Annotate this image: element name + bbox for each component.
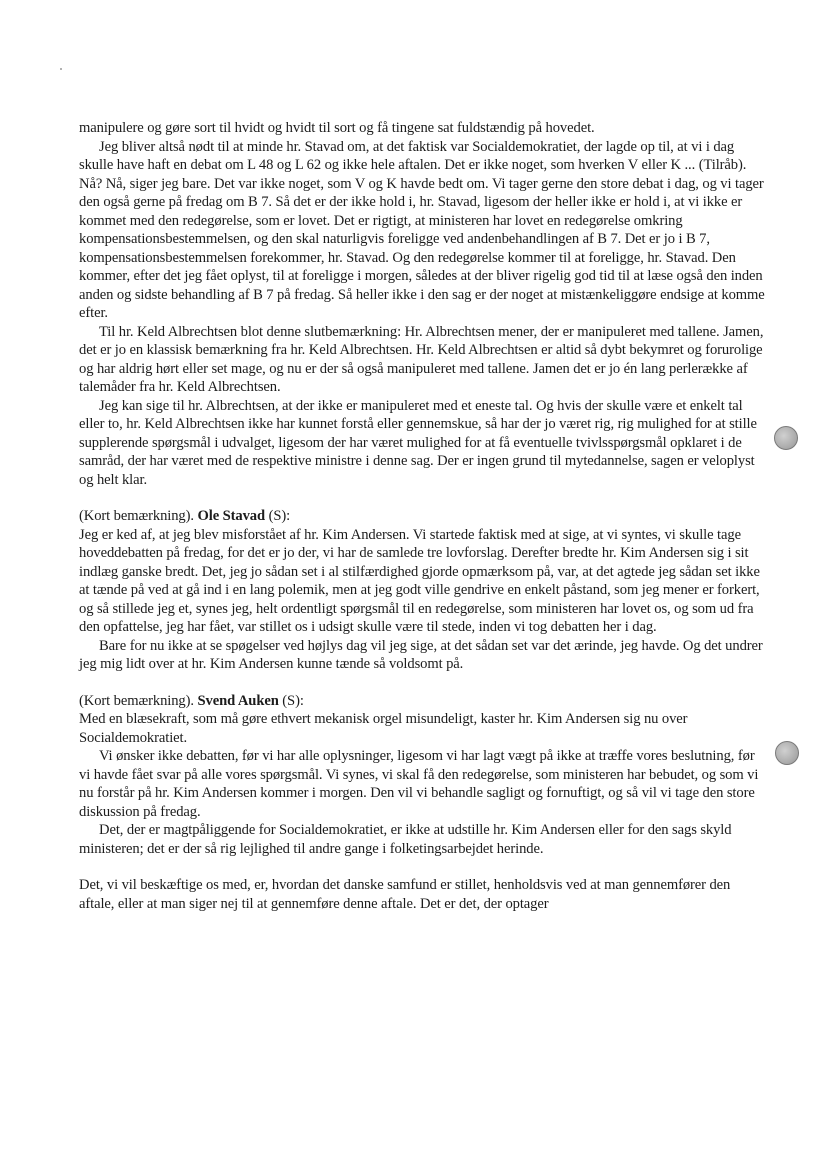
- paragraph-stavad-2: Bare for nu ikke at se spøgelser ved højlys dag vil jeg sige, at det sådan set var det ærinde, jeg havde. Og det undrer jeg mig lidt over at hr. Kim Andersen kunne tænde så voldsomt på.: [79, 637, 763, 672]
- remark-prefix: (Kort bemærkning).: [79, 508, 194, 524]
- speaker-heading-stavad: [79, 507, 765, 526]
- paragraph-stavad-reply: Jeg bliver altså nødt til at minde hr. Stavad om, at det faktisk var Socialdemokratiet, der lagde op til, at vi i dag skulle have haft en debat om L 48 og L 62 og ikke hele aftalen. Det er ikke noget, som hverken V eller K ... (Tilråb). Nå? Nå, siger jeg bare. Det var ikke noget, som V og K havde bedt om. Vi tager gerne den store debat i dag, og vi tager den også gerne på fredag om B 7. Så det er der ikke hold i, hr. Stavad, ligesom der heller ikke er hold i, at vi ikke er kommet med den redegørelse, som er lovet. Det er rigtigt, at ministeren har lovet en redegørelse omkring kompensationsbestemmelsen, og den skal naturligvis foreligge ved andenbehandlingen af B 7. Det er jo i B 7, kompensationsbestemmelsen forekommer, hr. Stavad. Og den redegørelse kommer til at foreligge, hr. Stavad. Den kommer, efter det jeg fået oplyst, til at foreligge i morgen, således at der bliver rigelig god tid til at læse også den inden anden og sidste behandling af B 7 på fredag. Så heller ikke i den sag er der noget at mistænkeliggøre endsige at komme efter.: [79, 138, 765, 321]
- punch-hole-icon: [774, 426, 798, 450]
- paragraph-auken-4: Det, vi vil beskæftige os med, er, hvordan det danske samfund er stillet, henholdsvis ved at man gennemfører den aftale, eller at man siger nej til at gennemføre denne aftale. Det er det, der optager: [79, 877, 731, 912]
- paragraph-auken-3: Det, der er magtpåliggende for Socialdemokratiet, er ikke at udstille hr. Kim Andersen eller for den sags skyld ministeren; det er der så rig lejlighed til andre gange i folketingsarbejdet herinde.: [79, 822, 732, 857]
- paragraph-albrechtsen-answer: Jeg kan sige til hr. Albrechtsen, at der ikke er manipuleret med et eneste tal. Og hvis der skulle være et enkelt tal eller to, hr. Keld Albrechtsen ikke har kunnet forstå eller gennemskue, så har der jo været rig, rig mulighed for at stille supplerende spørgsmål i udvalget, ligesom der har været mulighed for at få eventuelle tvivlsspørgsmål opklaret i de samråd, der har været med de respektive ministre i denne sag. Der er ingen grund til mytedannelse, sagen er veloplyst og helt klar.: [79, 397, 757, 488]
- paragraph-auken-1: Med en blæsekraft, som må gøre ethvert mekanisk orgel misundeligt, kaster hr. Kim Andersen sig nu over Socialdemokratiet.: [79, 711, 688, 746]
- scan-speck: [60, 68, 62, 70]
- speaker-heading-auken: [79, 692, 765, 711]
- paragraph-stavad-1: Jeg er ked af, at jeg blev misforstået af hr. Kim Andersen. Vi startede faktisk med at sige, at vi syntes, vi skulle tage hoveddebatten på fredag, for det er jo der, vi har de samlede tre lovforslag. Derefter bredte hr. Kim Andersen sig i sit indlæg ganske bredt. Det, jeg jo sådan set i al stilfærdighed gjorde opmærksom på, var, at det agtede jeg sådan set ikke at tænde på ved at gå ind i en lang polemik, men at jeg godt ville gendrive en enkelt påstand, som jeg mener er forkert, og så stillede jeg et, synes jeg, helt ordentligt spørgsmål til en redegørelse, som ministeren har lovet os, og som ud fra den opfattelse, jeg har fået, var stillet os i udsigt skulle være til stede, inden vi tog debatten her i dag.: [79, 526, 760, 635]
- paragraph-auken-2: Vi ønsker ikke debatten, før vi har alle oplysninger, ligesom vi har lagt vægt på ikke at træffe vores beslutning, før vi havde fået svar på alle vores spørgsmål. Vi synes, vi skal få den redegørelse, som ministeren har bebudet, og som vi nu forstår på hr. Kim Andersen kommer i morgen. Den vil vi behandle sagligt og fornuftigt, og så vil vi tage den store diskussion på fredag.: [79, 748, 759, 820]
- speaker-party: (S):: [282, 692, 304, 709]
- paragraph-albrechtsen-remark: Til hr. Keld Albrechtsen blot denne slutbemærkning: Hr. Albrechtsen mener, der er manipuleret med tallene. Jamen, det er jo en klassisk bemærkning fra hr. Keld Albrechtsen. Hr. Keld Albrechtsen er altid så dybt bekymret og forurolige og har aldrig hørt eller set mage, og nu er der så også manipuleret med tallene. Jamen det er jo én lang perlerække af talemåder fra hr. Keld Albrechtsen.: [79, 323, 764, 395]
- speech-text: [79, 119, 765, 913]
- remark-prefix: (Kort bemærkning).: [79, 692, 194, 709]
- paragraph-continuation: manipulere og gøre sort til hvidt og hvidt til sort og få tingene sat fuldstændig på hovedet.: [79, 120, 595, 136]
- speaker-name: Ole Stavad: [197, 508, 266, 524]
- speaker-party: (S):: [268, 508, 291, 524]
- punch-hole-icon: [775, 741, 799, 765]
- speaker-name: Svend Auken: [197, 692, 279, 709]
